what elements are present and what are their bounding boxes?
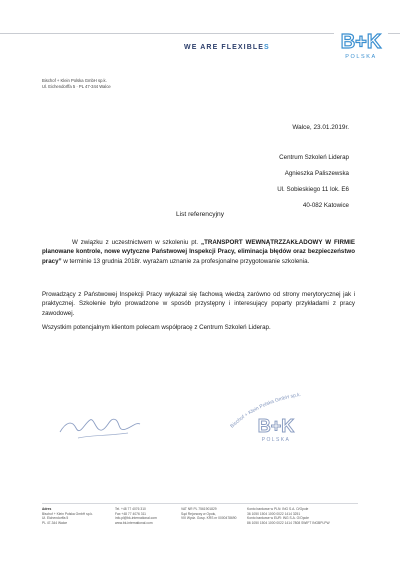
footer-line: Sąd Rejonowy w Opolu,	[181, 511, 217, 516]
letter-date: Walce, 23.01.2019r.	[292, 124, 349, 131]
footer-line: VIII Wydz. Gosp. KRS nr 0000478690	[181, 516, 237, 521]
handwritten-signature	[56, 402, 144, 454]
footer-line: Ul. Eichendorffa 5	[42, 516, 69, 521]
sender-line: Bischof + Klein Polska GmbH sp.k.	[42, 78, 107, 83]
company-logo	[334, 27, 388, 63]
stamp-subtext: POLSKA	[261, 437, 291, 443]
footer-line: Fax +48 77 4076 311	[115, 511, 147, 516]
tagline-tail: S	[264, 44, 270, 51]
letter-title: List referencyjny	[175, 211, 224, 218]
recipient-street: Ul. Sobieskiego 11 lok. E6	[277, 186, 349, 193]
sender-line: Ul. Eichendorffa 5 · PL 47-344 Walce	[42, 84, 111, 89]
stamp-arc-text: Bischof + Klein Polska GmbH sp.k.	[229, 391, 302, 430]
recipient-person: Agnieszka Paliszewska	[284, 170, 349, 177]
footer-line: www.bk-international.com	[115, 520, 153, 525]
recipient-city: 40-082 Katowice	[302, 202, 349, 209]
footer-line: Bischof + Klein Polska GmbH sp.k.	[42, 511, 94, 516]
footer-line: PL 47-344 Walce	[42, 520, 68, 525]
stamp-logo: B+K	[257, 416, 295, 436]
body-paragraph-1	[42, 238, 355, 266]
footer-line: 36 1050 1504 1000 0022 1414 3251	[247, 511, 301, 516]
body-paragraph-3: Wszystkim potencjalnym klientom polecam współpracę z Centrum Szkoleń Liderap.	[42, 324, 271, 331]
training-title: „TRANSPORT WEWNĄTRZZAKŁADOWY W FIRMIE planowane kontrole, nowe wytyczne Państwowej Inspekcji Pracy, eliminacja błędów oraz bezpieczeństwo pracy”	[42, 239, 355, 265]
recipient-name: Centrum Szkoleń Liderap	[279, 154, 349, 161]
tagline-main: WE ARE FLEXIBLE	[184, 44, 265, 51]
recipient-block	[0, 154, 349, 210]
footer-contact	[115, 507, 177, 525]
footer-line: Konto bankowe w EUR: ING S.A. O/Opole	[247, 516, 309, 521]
footer-line: VAT NR PL 7561901829	[181, 507, 217, 511]
footer-rule	[42, 503, 358, 504]
tagline	[184, 44, 270, 51]
p1-end: w terminie 13 grudnia 2018r. wyrażam uznanie za profesjonalne przygotowanie szkolenia.	[61, 257, 310, 265]
footer-line: Tel. +48 77 4076 310	[115, 507, 146, 511]
footer-bank	[247, 507, 359, 525]
footer-line: 86 1050 1504 1000 0022 1414 7808 SWIFT INGBPLPW	[247, 520, 330, 525]
body-paragraph-2: Prowadzący z Państwowej Inspekcji Pracy wykazał się fachową wiedzą zarówno od strony merytorycznej jak i praktycznej. Szkolenie było prowadzone w sposób przystępny i interesujący poparty przykładami z pracy zawodowej.	[42, 291, 355, 317]
p1-start: W związku z uczestnictwem w szkoleniu pt.	[72, 239, 201, 246]
footer-line: Konto bankowe w PLN: ING S.A. O/Opole	[247, 507, 309, 511]
footer-address	[42, 507, 112, 525]
logo-mark: B+K	[340, 31, 382, 53]
logo-subtext: POLSKA	[345, 54, 377, 60]
footer-line: Adres	[42, 507, 52, 511]
sender-address	[42, 78, 111, 90]
footer-line: info.pl@bk-international.com	[115, 516, 157, 521]
footer-registration	[181, 507, 243, 521]
company-stamp	[226, 388, 344, 458]
